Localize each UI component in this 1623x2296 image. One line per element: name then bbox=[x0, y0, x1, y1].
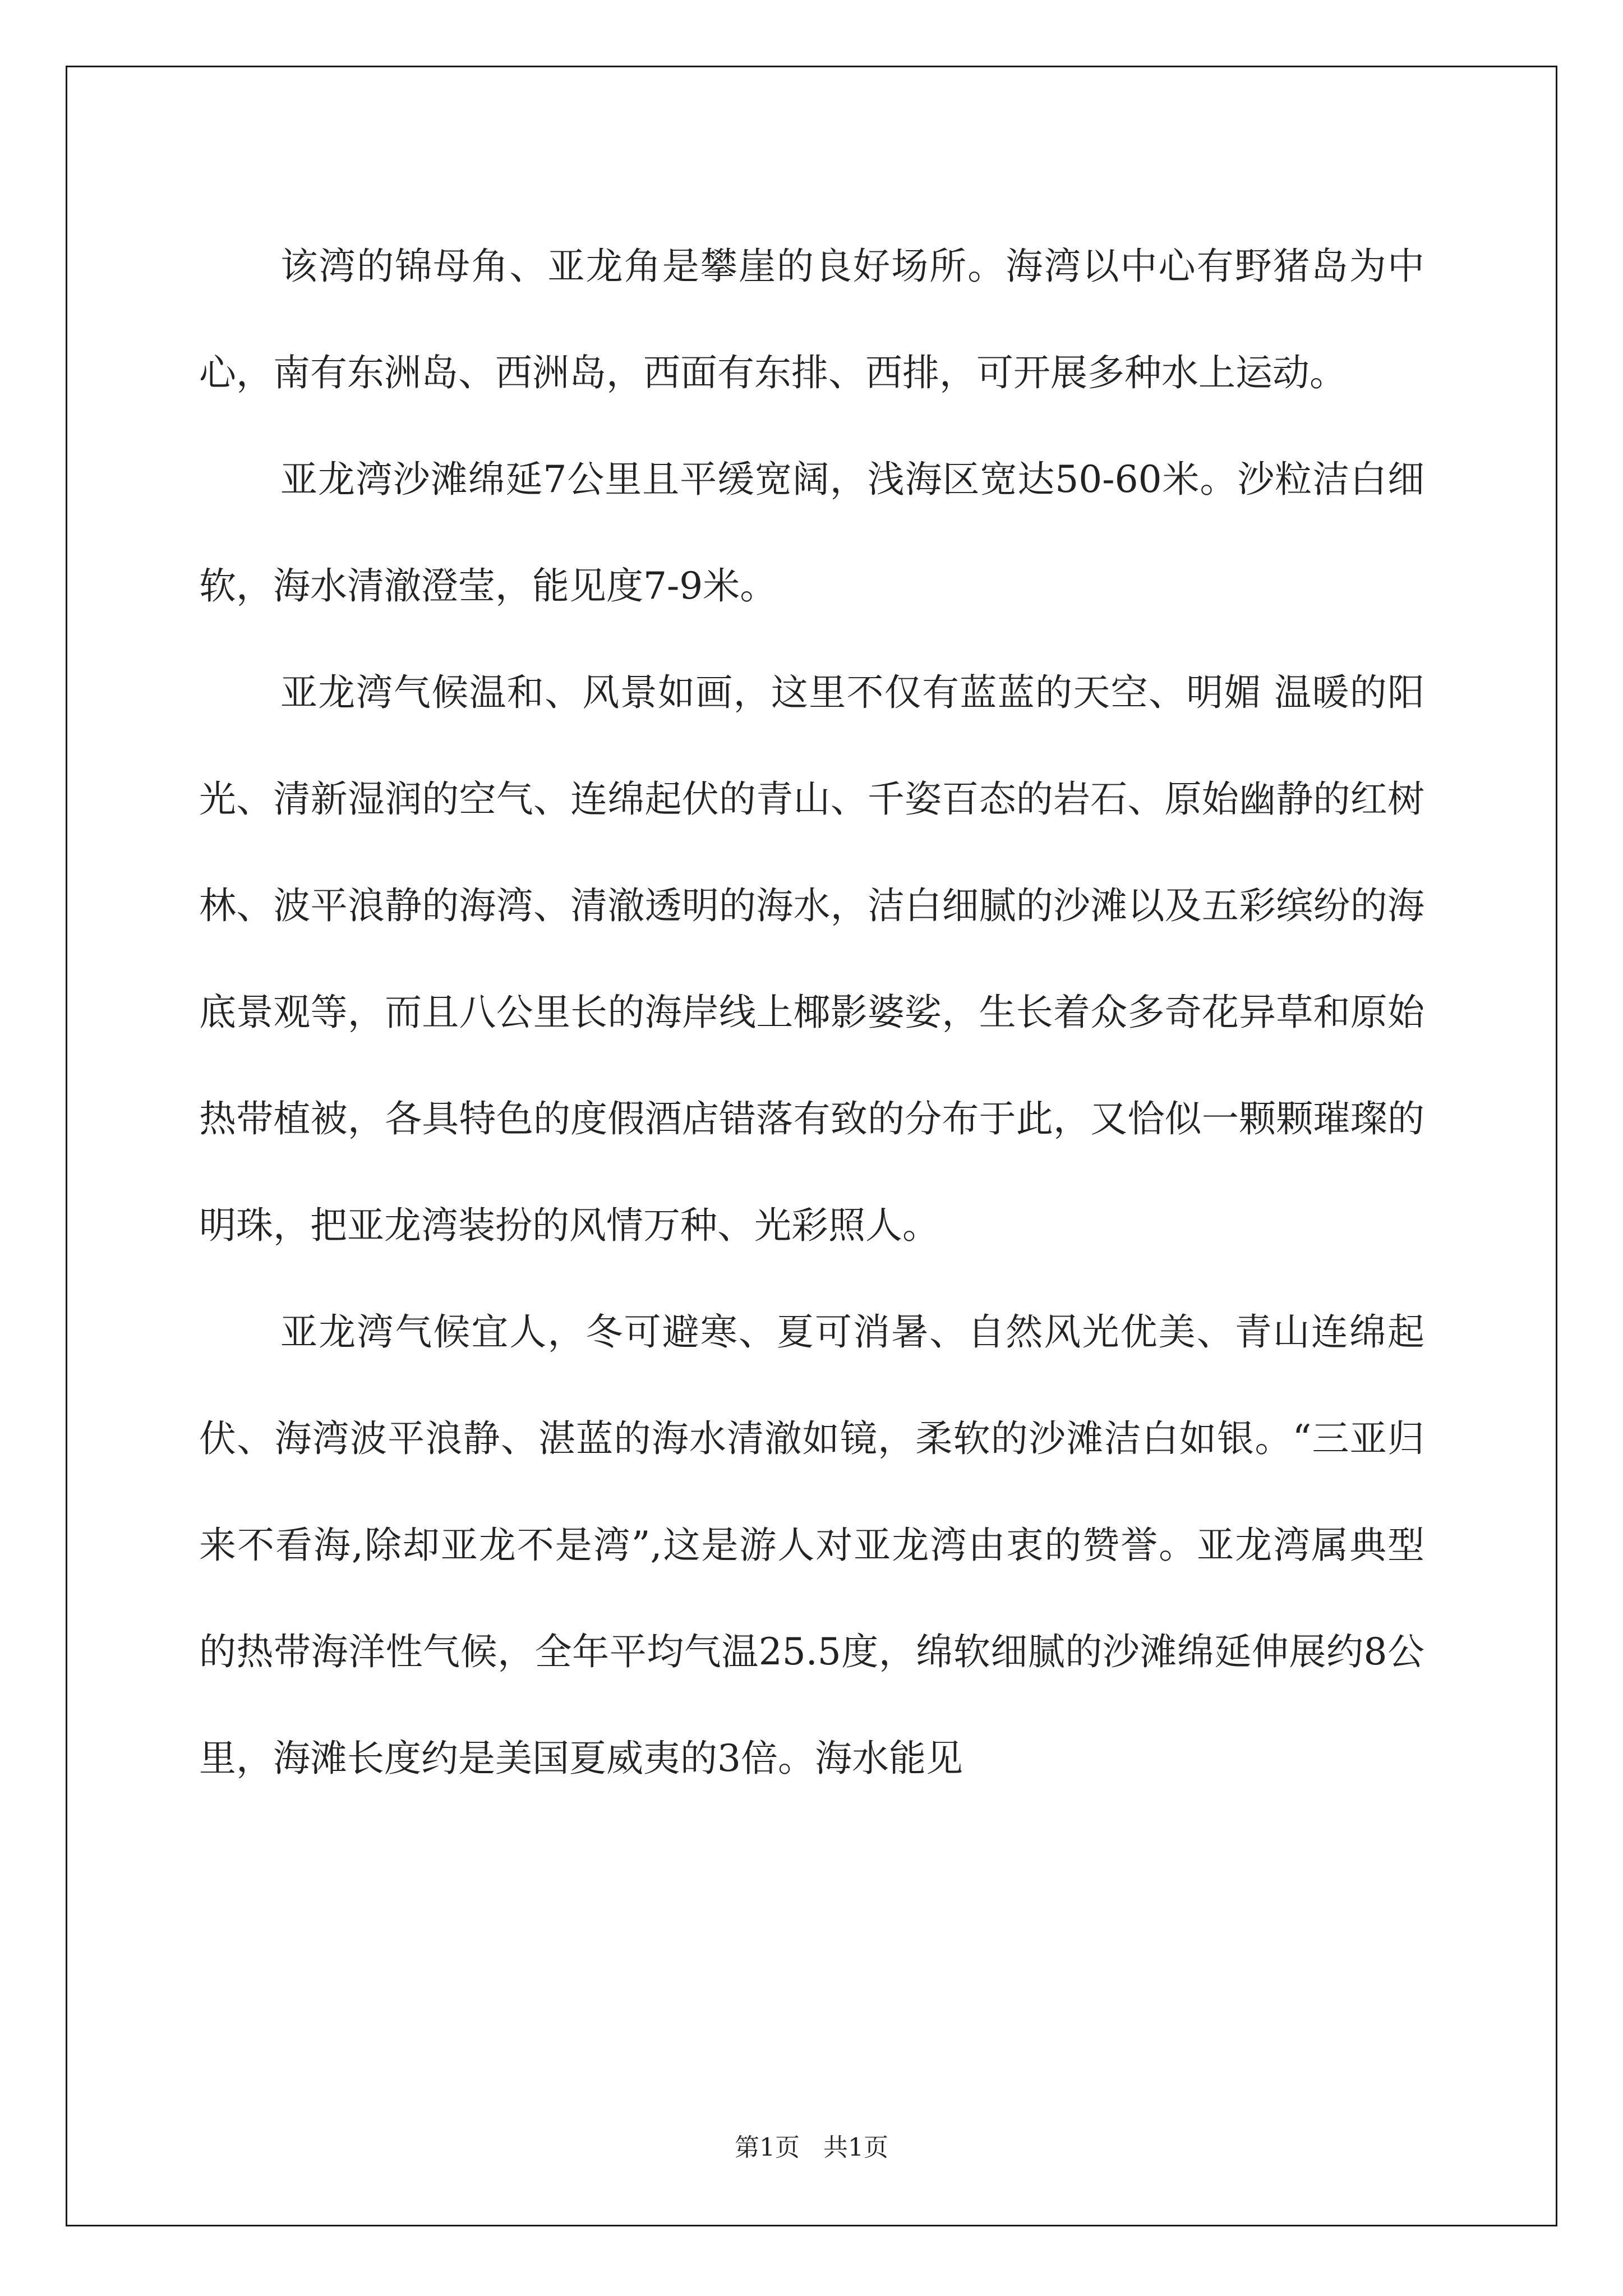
paragraph: 该湾的锦母角、亚龙角是攀崖的良好场所。海湾以中心有野猪岛为中心，南有东洲岛、西洲岛，西面有东排、西排，可开展多种水上运动。 bbox=[199, 245, 1424, 394]
page-number: 第1页 bbox=[735, 2133, 800, 2162]
page-footer bbox=[0, 2127, 1623, 2163]
paragraph: 亚龙湾气候温和、风景如画，这里不仅有蓝蓝的天空、明媚 温暖的阳光、清新湿润的空气、连绵起伏的青山、千姿百态的岩石、原始幽静的红树林、波平浪静的海湾、清澈透明的海水，洁白细腻的沙滩以及五彩缤纷的海底景观等，而且八公里长的海岸线上椰影婆娑，生长着众多奇花异草和原始热带植被，各具特色的度假酒店错落有致的分布于此，又恰似一颗颗璀璨的明珠，把亚龙湾装扮的风情万种、光彩照人。 bbox=[199, 671, 1424, 1247]
page-total: 共1页 bbox=[823, 2133, 888, 2162]
document-body bbox=[199, 213, 1424, 1812]
paragraph: 亚龙湾沙滩绵延7公里且平缓宽阔，浅海区宽达50-60米。沙粒洁白细软，海水清澈澄莹，能见度7-9米。 bbox=[199, 458, 1424, 608]
paragraph: 亚龙湾气候宜人，冬可避寒、夏可消暑、自然风光优美、青山连绵起伏、海湾波平浪静、湛蓝的海水清澈如镜，柔软的沙滩洁白如银。“三亚归来不看海,除却亚龙不是湾”,这是游人对亚龙湾由衷的赞誉。亚龙湾属典型的热带海洋性气候，全年平均气温25.5度，绵软细腻的沙滩绵延伸展约8公里，海滩长度约是美国夏威夷的3倍。海水能见 bbox=[199, 1310, 1424, 1780]
